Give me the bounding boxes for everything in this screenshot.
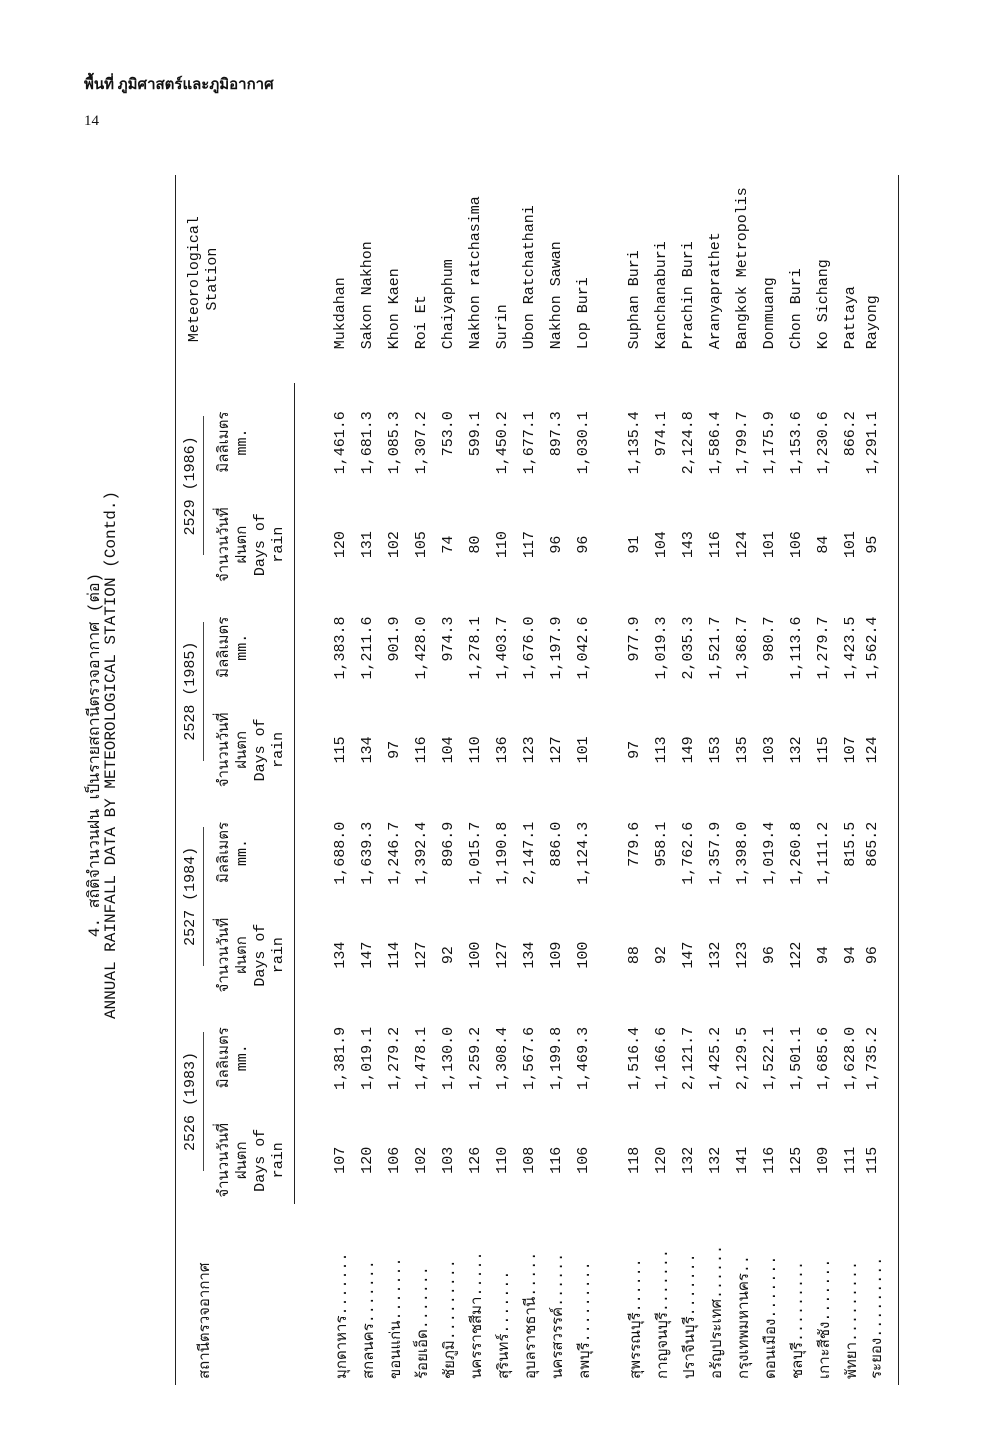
- mm-1985: 2,035.3: [680, 616, 697, 680]
- station-name-thai: กาญจนบุรี.......: [654, 1249, 672, 1379]
- mm-1983: 1,259.2: [467, 1026, 484, 1090]
- table-row: [702, 175, 729, 1385]
- station-name-thai: นครสวรรค์......: [549, 1252, 567, 1379]
- days-1984: 94: [842, 946, 859, 965]
- days-1985: 113: [653, 736, 670, 764]
- mm-1983: 1,567.6: [521, 1026, 538, 1090]
- days-1984: 147: [359, 941, 376, 969]
- subheader-mm: มิลลิเมตร mm.: [208, 588, 295, 706]
- mm-1986: 1,291.1: [864, 383, 899, 501]
- station-name-thai: ดอนเมือง.......: [762, 1255, 780, 1379]
- mm-1984: 1,398.0: [734, 821, 751, 885]
- mm-1983: 1,628.0: [842, 1026, 859, 1090]
- days-1985: 135: [734, 736, 751, 764]
- station-name-english: Nakhon Sawan: [548, 241, 565, 350]
- mm-1986: 1,230.6: [815, 411, 832, 475]
- table-row: [327, 175, 354, 1385]
- days-1984: 96: [761, 946, 778, 965]
- mm-1983: 1,685.6: [815, 1026, 832, 1090]
- station-name-english: Donmuang: [761, 277, 778, 350]
- days-1986: 120: [332, 531, 349, 559]
- days-1985: 97: [386, 740, 403, 759]
- mm-1985: 1,042.6: [575, 616, 592, 680]
- mm-1985: 1,211.6: [359, 616, 376, 680]
- mm-1985: 1,278.1: [467, 616, 484, 680]
- days-1984: 109: [548, 941, 565, 969]
- col-station-english: Meteorological Station: [176, 175, 295, 383]
- station-name-thai: เกาะสีชัง.......: [816, 1258, 834, 1379]
- station-name-english: Suphan Buri: [626, 250, 643, 350]
- table-row: [621, 175, 648, 1385]
- mm-1984: 2,147.1: [521, 821, 538, 885]
- days-1984: 134: [332, 941, 349, 969]
- mm-1983: 1,166.6: [653, 1026, 670, 1090]
- mm-1986: 1,153.6: [788, 411, 805, 475]
- mm-1986: 1,085.3: [386, 411, 403, 475]
- mm-1986: 866.2: [842, 411, 859, 457]
- station-name-thai: สุพรรณบุรี......: [627, 1258, 645, 1379]
- station-name-english: Nakhon ratchasima: [467, 196, 484, 350]
- station-name-thai: กรุงเทพมหานคร..: [735, 1255, 753, 1379]
- station-name-thai: ระยอง.........: [864, 1204, 899, 1385]
- days-1984: 92: [653, 946, 670, 965]
- mm-1985: 1,197.9: [548, 616, 565, 680]
- days-1986: 143: [680, 531, 697, 559]
- mm-1985: 1,423.5: [842, 616, 859, 680]
- days-1983: 141: [734, 1146, 751, 1174]
- mm-1983: 1,279.2: [386, 1026, 403, 1090]
- mm-1986: 1,030.1: [575, 411, 592, 475]
- mm-1984: 865.2: [864, 794, 899, 912]
- table-title-thai: 4. สถิติจำนวนฝน เป็นรายสถานีตรวจอากาศ (ต่อ): [86, 572, 104, 938]
- station-name-english: Lop Buri: [575, 277, 592, 350]
- mm-1985: 977.9: [626, 616, 643, 662]
- table-row: [381, 175, 408, 1385]
- days-1986: 91: [626, 535, 643, 554]
- mm-1984: 1,015.7: [467, 821, 484, 885]
- mm-1983: 1,469.3: [575, 1026, 592, 1090]
- subheader-mm: มิลลิเมตร mm.: [208, 999, 295, 1117]
- days-1986: 80: [467, 535, 484, 554]
- table-row: [648, 175, 675, 1385]
- days-1983: 108: [521, 1146, 538, 1174]
- days-1983: 132: [707, 1146, 724, 1174]
- days-1984: 96: [864, 911, 899, 999]
- days-1986: 96: [548, 535, 565, 554]
- days-1984: 134: [521, 941, 538, 969]
- mm-1985: 1,562.4: [864, 588, 899, 706]
- days-1984: 114: [386, 941, 403, 969]
- subheader-days-of-rain: จำนวนวันที่ ฝนตก Days of rain: [208, 1116, 295, 1204]
- subheader-days-of-rain: จำนวนวันที่ ฝนตก Days of rain: [208, 501, 295, 589]
- mm-1983: 1,308.4: [494, 1026, 511, 1090]
- mm-1983: 1,735.2: [864, 999, 899, 1117]
- days-1986: 110: [494, 531, 511, 559]
- days-1985: 115: [332, 736, 349, 764]
- mm-1984: 1,639.3: [359, 821, 376, 885]
- days-1984: 100: [467, 941, 484, 969]
- days-1984: 122: [788, 941, 805, 969]
- mm-1985: 1,279.7: [815, 616, 832, 680]
- days-1986: 106: [788, 531, 805, 559]
- days-1983: 103: [440, 1146, 457, 1174]
- mm-1983: 1,501.1: [788, 1026, 805, 1090]
- mm-1986: 974.1: [653, 411, 670, 457]
- days-1985: 149: [680, 736, 697, 764]
- days-1985: 107: [842, 736, 859, 764]
- mm-1986: 599.1: [467, 411, 484, 457]
- station-name-english: Ko Sichang: [815, 259, 832, 350]
- station-name-english: Aranyaprathet: [707, 232, 724, 350]
- days-1985: 110: [467, 736, 484, 764]
- station-name-english: Pattaya: [842, 286, 859, 350]
- table-row: [516, 175, 543, 1385]
- days-1986: 131: [359, 531, 376, 559]
- subheader-days-of-rain: จำนวนวันที่ ฝนตก Days of rain: [208, 911, 295, 999]
- days-1985: 115: [815, 736, 832, 764]
- days-1985: 127: [548, 736, 565, 764]
- days-1984: 132: [707, 941, 724, 969]
- station-name-thai: ขอนแก่น.......: [387, 1257, 405, 1379]
- days-1983: 111: [842, 1146, 859, 1174]
- table-row: [783, 175, 810, 1385]
- mm-1986: 897.3: [548, 411, 565, 457]
- mm-1985: 1,428.0: [413, 616, 430, 680]
- year-header-1984: 2527 (1984): [176, 794, 209, 999]
- mm-1984: 1,688.0: [332, 821, 349, 885]
- year-header-1983: 2526 (1983): [176, 999, 209, 1204]
- mm-1986: 1,681.3: [359, 411, 376, 475]
- mm-1986: 1,175.9: [761, 411, 778, 475]
- page-header: พื้นที่ ภูมิศาสตร์และภูมิอากาศ: [84, 77, 274, 93]
- mm-1985: 1,113.6: [788, 616, 805, 680]
- days-1983: 116: [761, 1146, 778, 1174]
- days-1986: 101: [842, 531, 859, 559]
- rainfall-table: [175, 175, 899, 1385]
- station-name-english: Prachin Buri: [680, 241, 697, 350]
- mm-1986: 1,677.1: [521, 411, 538, 475]
- station-name-english: Chaiyaphum: [440, 259, 457, 350]
- mm-1984: 1,019.4: [761, 821, 778, 885]
- days-1986: 95: [864, 501, 899, 589]
- days-1984: 147: [680, 941, 697, 969]
- station-name-english: Sakon Nakhon: [359, 241, 376, 350]
- days-1985: 124: [864, 706, 899, 794]
- days-1983: 102: [413, 1146, 430, 1174]
- days-1985: 116: [413, 736, 430, 764]
- station-name-thai: ลพบุรี.........: [576, 1261, 594, 1379]
- mm-1983: 1,478.1: [413, 1026, 430, 1090]
- days-1983: 110: [494, 1146, 511, 1174]
- station-name-thai: สุรินทร์.......: [495, 1270, 513, 1379]
- days-1983: 106: [575, 1146, 592, 1174]
- days-1986: 104: [653, 531, 670, 559]
- days-1986: 105: [413, 531, 430, 559]
- mm-1986: 1,586.4: [707, 411, 724, 475]
- mm-1984: 1,111.2: [815, 821, 832, 885]
- year-header-1986: 2529 (1986): [176, 383, 209, 588]
- days-1983: 118: [626, 1146, 643, 1174]
- mm-1984: 1,246.7: [386, 821, 403, 885]
- table-row: [810, 175, 837, 1385]
- station-name-thai: พัทยา.........: [843, 1260, 861, 1379]
- mm-1985: 901.9: [386, 616, 403, 662]
- days-1984: 88: [626, 946, 643, 965]
- table-row: [729, 175, 756, 1385]
- mm-1984: 1,357.9: [707, 821, 724, 885]
- table-row: [489, 175, 516, 1385]
- station-name-english: Khon Kaen: [386, 268, 403, 350]
- table-row: [837, 175, 864, 1385]
- mm-1984: 1,190.8: [494, 821, 511, 885]
- days-1986: 101: [761, 531, 778, 559]
- days-1986: 84: [815, 535, 832, 554]
- station-name-thai: นครราชสีมา.....: [468, 1251, 486, 1379]
- mm-1986: 753.0: [440, 411, 457, 457]
- station-name-thai: ปราจีนบุรี.......: [681, 1253, 699, 1379]
- mm-1983: 1,522.1: [761, 1026, 778, 1090]
- page-number: 14: [84, 113, 99, 129]
- table-row: [756, 175, 783, 1385]
- mm-1985: 1,368.7: [734, 616, 751, 680]
- year-header-1985: 2528 (1985): [176, 588, 209, 793]
- mm-1986: 1,461.6: [332, 411, 349, 475]
- station-name-english: Rayong: [864, 175, 899, 383]
- mm-1983: 1,019.1: [359, 1026, 376, 1090]
- table-row: [354, 175, 381, 1385]
- days-1983: 107: [332, 1146, 349, 1174]
- days-1986: 117: [521, 531, 538, 559]
- days-1985: 97: [626, 740, 643, 759]
- mm-1986: 1,450.2: [494, 411, 511, 475]
- mm-1985: 980.7: [761, 616, 778, 662]
- subheader-days-of-rain: จำนวนวันที่ ฝนตก Days of rain: [208, 706, 295, 794]
- table-row: [570, 175, 597, 1385]
- station-name-english: Kanchanaburi: [653, 241, 670, 350]
- mm-1985: 1,019.3: [653, 616, 670, 680]
- mm-1986: 2,124.8: [680, 411, 697, 475]
- days-1983: 115: [864, 1116, 899, 1204]
- mm-1984: 958.1: [653, 821, 670, 867]
- days-1984: 127: [494, 941, 511, 969]
- mm-1984: 896.9: [440, 821, 457, 867]
- days-1985: 136: [494, 736, 511, 764]
- rotated-table-area: [80, 125, 900, 1385]
- days-1984: 127: [413, 941, 430, 969]
- days-1983: 109: [815, 1146, 832, 1174]
- days-1983: 120: [359, 1146, 376, 1174]
- mm-1983: 1,199.8: [548, 1026, 565, 1090]
- table-row: [435, 175, 462, 1385]
- table-row: [408, 175, 435, 1385]
- station-name-thai: อุบลราชธานี.....: [522, 1251, 540, 1379]
- days-1983: 120: [653, 1146, 670, 1174]
- station-name-english: Ubon Ratchathani: [521, 205, 538, 350]
- table-body: [295, 175, 899, 1385]
- days-1985: 101: [575, 736, 592, 764]
- days-1983: 125: [788, 1146, 805, 1174]
- mm-1985: 1,521.7: [707, 616, 724, 680]
- mm-1986: 1,135.4: [626, 411, 643, 475]
- mm-1985: 1,383.8: [332, 616, 349, 680]
- mm-1986: 1,799.7: [734, 411, 751, 475]
- station-name-english: Mukdahan: [332, 277, 349, 350]
- station-name-thai: อรัญประเทศ......: [708, 1244, 726, 1379]
- mm-1983: 1,130.0: [440, 1026, 457, 1090]
- mm-1984: 1,124.3: [575, 821, 592, 885]
- mm-1984: 1,762.6: [680, 821, 697, 885]
- days-1986: 124: [734, 531, 751, 559]
- days-1984: 123: [734, 941, 751, 969]
- days-1986: 102: [386, 531, 403, 559]
- station-name-english: Bangkok Metropolis: [734, 187, 751, 350]
- days-1983: 106: [386, 1146, 403, 1174]
- days-1983: 126: [467, 1146, 484, 1174]
- mm-1983: 1,425.2: [707, 1026, 724, 1090]
- mm-1983: 1,381.9: [332, 1026, 349, 1090]
- station-name-thai: สกลนคร.......: [360, 1260, 378, 1379]
- table-row: [675, 175, 702, 1385]
- mm-1984: 1,260.8: [788, 821, 805, 885]
- mm-1983: 2,121.7: [680, 1026, 697, 1090]
- mm-1983: 2,129.5: [734, 1026, 751, 1090]
- table-title-english: ANNUAL RAINFALL DATA BY METEOROLOGICAL STATION (Contd.): [102, 490, 120, 1020]
- mm-1985: 974.3: [440, 616, 457, 662]
- days-1985: 123: [521, 736, 538, 764]
- days-1985: 132: [788, 736, 805, 764]
- subheader-mm: มิลลิเมตร mm.: [208, 383, 295, 501]
- days-1986: 116: [707, 531, 724, 559]
- station-name-english: Chon Buri: [788, 268, 805, 350]
- mm-1984: 779.6: [626, 821, 643, 867]
- table-row: [864, 175, 899, 1385]
- table-row: [543, 175, 570, 1385]
- days-1986: 74: [440, 535, 457, 554]
- days-1985: 134: [359, 736, 376, 764]
- days-1984: 94: [815, 946, 832, 965]
- mm-1984: 886.0: [548, 821, 565, 867]
- station-name-thai: ชัยภูมิ.........: [441, 1259, 459, 1379]
- days-1985: 103: [761, 736, 778, 764]
- days-1985: 104: [440, 736, 457, 764]
- days-1985: 153: [707, 736, 724, 764]
- mm-1986: 1,307.2: [413, 411, 430, 475]
- station-name-thai: ชลบุรี.........: [789, 1261, 807, 1379]
- days-1984: 92: [440, 946, 457, 965]
- days-1983: 116: [548, 1146, 565, 1174]
- days-1983: 132: [680, 1146, 697, 1174]
- mm-1984: 815.5: [842, 821, 859, 867]
- table-row: [462, 175, 489, 1385]
- station-name-english: Surin: [494, 304, 511, 350]
- mm-1985: 1,403.7: [494, 616, 511, 680]
- mm-1983: 1,516.4: [626, 1026, 643, 1090]
- station-name-english: Roi Et: [413, 295, 430, 350]
- days-1986: 96: [575, 535, 592, 554]
- subheader-mm: มิลลิเมตร mm.: [208, 794, 295, 912]
- mm-1985: 1,676.0: [521, 616, 538, 680]
- mm-1984: 1,392.4: [413, 821, 430, 885]
- station-name-thai: มุกดาหาร.......: [333, 1252, 351, 1379]
- col-station-thai: สถานีตรวจอากาศ: [176, 1204, 295, 1385]
- days-1984: 100: [575, 941, 592, 969]
- station-name-thai: ร้อยเอ็ด.......: [414, 1266, 432, 1379]
